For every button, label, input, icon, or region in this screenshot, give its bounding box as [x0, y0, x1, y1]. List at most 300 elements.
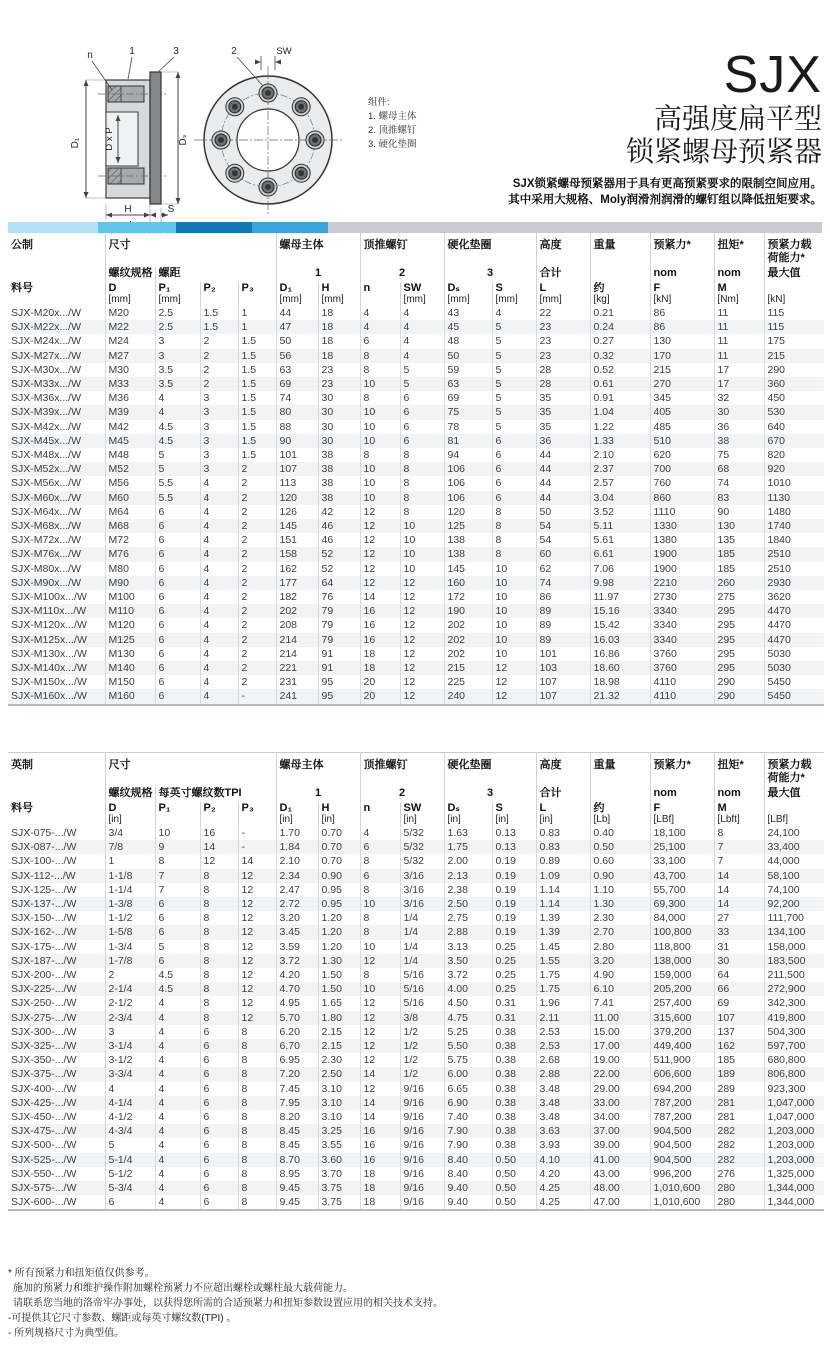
- value-cell: 89: [536, 633, 590, 647]
- value-cell: 8: [200, 954, 238, 968]
- value-cell: 2-1/2: [105, 996, 155, 1010]
- value-cell: 6: [155, 590, 200, 604]
- value-cell: 3.10: [318, 1082, 360, 1096]
- value-cell: 360: [764, 377, 824, 391]
- value-cell: 4: [155, 1025, 200, 1039]
- value-cell: 12: [360, 1082, 400, 1096]
- value-cell: 8: [360, 349, 400, 363]
- value-cell: 30: [318, 391, 360, 405]
- value-cell: 37.00: [590, 1124, 650, 1138]
- group-torque: 扭矩*: [714, 753, 764, 788]
- group-dimensions: 尺寸: [105, 233, 276, 267]
- value-cell: 4: [200, 633, 238, 647]
- corner-label: 公制: [11, 239, 33, 251]
- value-cell: 2.47: [276, 883, 318, 897]
- accent-bar-segment: [8, 222, 98, 233]
- value-cell: 1110: [650, 505, 714, 519]
- value-cell: 8: [492, 533, 536, 547]
- value-cell: 231: [276, 675, 318, 689]
- sub-capacity-max: 最大值: [764, 787, 824, 802]
- value-cell: 4: [400, 334, 444, 348]
- table-row: [8, 911, 824, 925]
- value-cell: 2.50: [318, 1067, 360, 1081]
- value-cell: 100,800: [650, 925, 714, 939]
- value-cell: 58,100: [764, 869, 824, 883]
- value-cell: 7.90: [444, 1138, 492, 1152]
- value-cell: 282: [714, 1138, 764, 1152]
- value-cell: 107: [276, 462, 318, 476]
- table-row: [8, 633, 824, 647]
- value-cell: 1-1/2: [105, 911, 155, 925]
- value-cell: 17: [714, 377, 764, 391]
- value-cell: M45: [105, 434, 155, 448]
- imperial-table: [8, 752, 824, 1211]
- value-cell: 4.10: [536, 1153, 590, 1167]
- part-number-cell: SJX-M72x.../W: [11, 534, 82, 547]
- value-cell: 56: [276, 349, 318, 363]
- value-cell: 1.22: [590, 420, 650, 434]
- value-cell: 240: [444, 689, 492, 704]
- value-cell: 1/2: [400, 1025, 444, 1039]
- value-cell: 21.32: [590, 689, 650, 704]
- value-cell: 55,700: [650, 883, 714, 897]
- product-subtitle-1: 高强度扁平型: [653, 103, 822, 134]
- value-cell: 276: [714, 1167, 764, 1181]
- value-cell: 5/32: [400, 854, 444, 868]
- value-cell: 3.70: [318, 1167, 360, 1181]
- value-cell: 1-1/4: [105, 883, 155, 897]
- value-cell: 22.00: [590, 1067, 650, 1081]
- value-cell: 530: [764, 405, 824, 419]
- value-cell: 9/16: [400, 1082, 444, 1096]
- value-cell: 5: [492, 391, 536, 405]
- group-capacity: 预紧力载荷能力*: [764, 753, 824, 788]
- value-cell: 63: [276, 363, 318, 377]
- value-cell: 158,000: [764, 940, 824, 954]
- value-cell: 125: [444, 519, 492, 533]
- column-symbol-header: D [in]: [105, 802, 155, 826]
- table-row: [8, 647, 824, 661]
- group-nut-body: 螺母主体: [276, 753, 360, 788]
- value-cell: 8.45: [276, 1124, 318, 1138]
- value-cell: 405: [650, 405, 714, 419]
- value-cell: 0.21: [590, 306, 650, 320]
- value-cell: 3/8: [400, 1011, 444, 1025]
- value-cell: 3.20: [590, 954, 650, 968]
- group-dimensions: 尺寸: [105, 753, 276, 788]
- value-cell: 1/4: [400, 954, 444, 968]
- value-cell: 290: [764, 363, 824, 377]
- legend-item-1: 1. 螺母主体: [368, 111, 417, 122]
- value-cell: 3-1/2: [105, 1053, 155, 1067]
- value-cell: 4470: [764, 633, 824, 647]
- value-cell: 95: [318, 689, 360, 704]
- value-cell: M60: [105, 491, 155, 505]
- table-row: [8, 505, 824, 519]
- table-row: [8, 1153, 824, 1167]
- value-cell: 30: [318, 434, 360, 448]
- column-symbol-header: D₁ [mm]: [276, 282, 318, 306]
- value-cell: 45: [444, 320, 492, 334]
- value-cell: 6.90: [444, 1096, 492, 1110]
- value-cell: 138,000: [650, 954, 714, 968]
- value-cell: 4: [200, 576, 238, 590]
- value-cell: 31: [714, 940, 764, 954]
- part-number-cell: SJX-M76x.../W: [11, 548, 82, 561]
- part-number-header: 料号: [11, 802, 33, 814]
- value-cell: 8: [360, 925, 400, 939]
- table-row: [8, 1138, 824, 1152]
- value-cell: 202: [444, 618, 492, 632]
- value-cell: 12: [238, 911, 276, 925]
- table-row: [8, 661, 824, 675]
- value-cell: 189: [714, 1067, 764, 1081]
- value-cell: 5: [105, 1138, 155, 1152]
- value-cell: 19.00: [590, 1053, 650, 1067]
- value-cell: 6: [155, 618, 200, 632]
- metric-table: [8, 233, 824, 706]
- value-cell: 9/16: [400, 1138, 444, 1152]
- value-cell: 3: [155, 349, 200, 363]
- table-row: [8, 547, 824, 561]
- value-cell: 0.50: [492, 1153, 536, 1167]
- value-cell: 4: [155, 1053, 200, 1067]
- value-cell: 3/16: [400, 883, 444, 897]
- value-cell: 5: [400, 377, 444, 391]
- value-cell: 50: [276, 334, 318, 348]
- value-cell: 1/2: [400, 1053, 444, 1067]
- value-cell: 6: [492, 491, 536, 505]
- value-cell: 12: [360, 996, 400, 1010]
- table-row: [8, 306, 824, 320]
- value-cell: 50: [444, 349, 492, 363]
- value-cell: M42: [105, 420, 155, 434]
- value-cell: 185: [714, 562, 764, 576]
- value-cell: 5: [492, 334, 536, 348]
- value-cell: 4110: [650, 689, 714, 704]
- value-cell: -: [238, 840, 276, 854]
- value-cell: 5450: [764, 689, 824, 704]
- table-row: [8, 519, 824, 533]
- value-cell: 1900: [650, 547, 714, 561]
- value-cell: 6: [155, 661, 200, 675]
- value-cell: 2.13: [444, 869, 492, 883]
- value-cell: 1,203,000: [764, 1124, 824, 1138]
- value-cell: 3: [200, 448, 238, 462]
- value-cell: M110: [105, 604, 155, 618]
- value-cell: 18: [318, 320, 360, 334]
- value-cell: 1330: [650, 519, 714, 533]
- value-cell: 4: [155, 1011, 200, 1025]
- value-cell: 6.65: [444, 1082, 492, 1096]
- value-cell: 8: [714, 826, 764, 840]
- part-number-cell: SJX-500-.../W: [11, 1139, 77, 1152]
- value-cell: 11: [714, 320, 764, 334]
- value-cell: 18,100: [650, 826, 714, 840]
- value-cell: 24,100: [764, 826, 824, 840]
- value-cell: 215: [764, 349, 824, 363]
- column-symbol-header: P₂: [200, 282, 238, 306]
- value-cell: 60: [536, 547, 590, 561]
- value-cell: 16.03: [590, 633, 650, 647]
- value-cell: 1.14: [536, 883, 590, 897]
- value-cell: 2: [238, 604, 276, 618]
- value-cell: 113: [276, 476, 318, 490]
- value-cell: 35: [536, 405, 590, 419]
- value-cell: 225: [444, 675, 492, 689]
- value-cell: M27: [105, 349, 155, 363]
- group-capacity: 预紧力载荷能力*: [764, 233, 824, 267]
- value-cell: 1.65: [318, 996, 360, 1010]
- value-cell: M90: [105, 576, 155, 590]
- value-cell: 1.14: [536, 897, 590, 911]
- value-cell: 10: [492, 618, 536, 632]
- value-cell: 182: [276, 590, 318, 604]
- part-number-cell: SJX-150-.../W: [11, 912, 77, 925]
- value-cell: 44: [536, 476, 590, 490]
- value-cell: 2.15: [318, 1025, 360, 1039]
- value-cell: 2: [200, 377, 238, 391]
- part-number-cell: SJX-425-.../W: [11, 1096, 77, 1109]
- value-cell: 2: [105, 968, 155, 982]
- value-cell: 2.57: [590, 476, 650, 490]
- product-desc-line-1: SJX锁紧螺母预紧器用于具有更高预紧要求的限制空间应用。: [512, 178, 822, 190]
- group-preload: 预紧力*: [650, 233, 714, 267]
- value-cell: 101: [276, 448, 318, 462]
- value-cell: 12: [400, 618, 444, 632]
- value-cell: 6.70: [276, 1039, 318, 1053]
- value-cell: 2.15: [318, 1039, 360, 1053]
- nut-drawing-svg: [28, 18, 588, 243]
- value-cell: 3760: [650, 647, 714, 661]
- column-symbol-header: P₁ [mm]: [155, 282, 200, 306]
- value-cell: 419,800: [764, 1011, 824, 1025]
- value-cell: 162: [714, 1039, 764, 1053]
- value-cell: 6: [105, 1195, 155, 1210]
- value-cell: 5: [492, 363, 536, 377]
- value-cell: 10: [360, 434, 400, 448]
- value-cell: 47: [276, 320, 318, 334]
- part-number-cell: SJX-225-.../W: [11, 983, 77, 996]
- value-cell: 0.38: [492, 1067, 536, 1081]
- value-cell: 3.48: [536, 1096, 590, 1110]
- value-cell: 1.5: [238, 405, 276, 419]
- value-cell: 6.00: [444, 1067, 492, 1081]
- value-cell: 8.40: [444, 1167, 492, 1181]
- value-cell: 92,200: [764, 897, 824, 911]
- column-symbol-header: F [LBf]: [650, 802, 714, 826]
- value-cell: 1.75: [536, 982, 590, 996]
- value-cell: 2.72: [276, 897, 318, 911]
- part-number-cell: SJX-137-.../W: [11, 898, 77, 911]
- value-cell: 3.48: [536, 1082, 590, 1096]
- table-row: [8, 1039, 824, 1053]
- value-cell: 6: [360, 334, 400, 348]
- value-cell: 2.00: [444, 854, 492, 868]
- value-cell: 4: [155, 1195, 200, 1210]
- value-cell: 78: [444, 420, 492, 434]
- part-number-cell: SJX-M45x.../W: [11, 434, 82, 447]
- value-cell: 1840: [764, 533, 824, 547]
- value-cell: 30: [714, 954, 764, 968]
- value-cell: 138: [444, 533, 492, 547]
- part-number-cell: SJX-350-.../W: [11, 1054, 77, 1067]
- sub-screw-number: 2: [360, 267, 444, 282]
- callout-2: 2: [231, 46, 237, 57]
- value-cell: 1/4: [400, 940, 444, 954]
- value-cell: 8: [238, 1039, 276, 1053]
- column-symbol-header: P₃: [238, 282, 276, 306]
- value-cell: 0.13: [492, 840, 536, 854]
- value-cell: 6: [360, 840, 400, 854]
- value-cell: 214: [276, 647, 318, 661]
- value-cell: 12: [400, 633, 444, 647]
- value-cell: 7: [155, 883, 200, 897]
- value-cell: 12: [492, 661, 536, 675]
- value-cell: 9/16: [400, 1124, 444, 1138]
- value-cell: 3.63: [536, 1124, 590, 1138]
- value-cell: 2.53: [536, 1039, 590, 1053]
- value-cell: 10: [360, 462, 400, 476]
- value-cell: 14: [360, 1110, 400, 1124]
- value-cell: 16: [200, 826, 238, 840]
- value-cell: 10: [400, 562, 444, 576]
- value-cell: 12: [360, 562, 400, 576]
- accent-bar-segment: [328, 222, 822, 233]
- table-row: [8, 448, 824, 462]
- value-cell: 2: [238, 576, 276, 590]
- value-cell: 8: [200, 982, 238, 996]
- dim-dxp-label: D x P: [104, 127, 115, 151]
- part-number-cell: SJX-M80x.../W: [11, 562, 82, 575]
- part-number-cell: SJX-450-.../W: [11, 1111, 77, 1124]
- value-cell: 8: [360, 883, 400, 897]
- value-cell: 38: [714, 434, 764, 448]
- value-cell: 0.27: [590, 334, 650, 348]
- value-cell: 1.50: [318, 968, 360, 982]
- metric-table-header: [8, 233, 824, 306]
- value-cell: 14: [714, 883, 764, 897]
- sub-screw-number: 2: [360, 787, 444, 802]
- value-cell: 118,800: [650, 940, 714, 954]
- value-cell: 1,203,000: [764, 1138, 824, 1152]
- value-cell: 1.20: [318, 925, 360, 939]
- value-cell: 29.00: [590, 1082, 650, 1096]
- value-cell: M33: [105, 377, 155, 391]
- value-cell: 4: [360, 320, 400, 334]
- value-cell: 11: [714, 306, 764, 320]
- value-cell: 5: [155, 462, 200, 476]
- value-cell: M100: [105, 590, 155, 604]
- column-symbol-header: S [in]: [492, 802, 536, 826]
- value-cell: 9: [155, 840, 200, 854]
- value-cell: 3.45: [276, 925, 318, 939]
- value-cell: 4: [200, 647, 238, 661]
- value-cell: 1-5/8: [105, 925, 155, 939]
- value-cell: 1/2: [400, 1067, 444, 1081]
- value-cell: 2.68: [536, 1053, 590, 1067]
- column-symbol-header: M [Nm]: [714, 282, 764, 306]
- value-cell: 8: [238, 1096, 276, 1110]
- value-cell: 2: [200, 349, 238, 363]
- value-cell: 1.80: [318, 1011, 360, 1025]
- value-cell: 46: [318, 533, 360, 547]
- value-cell: 214: [276, 633, 318, 647]
- table-row: [8, 420, 824, 434]
- value-cell: 4: [155, 1167, 200, 1181]
- value-cell: 94: [444, 448, 492, 462]
- value-cell: 18: [318, 334, 360, 348]
- value-cell: 4.90: [590, 968, 650, 982]
- value-cell: 34.00: [590, 1110, 650, 1124]
- value-cell: 12: [238, 982, 276, 996]
- value-cell: 0.89: [536, 854, 590, 868]
- value-cell: 211,500: [764, 968, 824, 982]
- value-cell: 1/2: [400, 1039, 444, 1053]
- value-cell: 6: [400, 391, 444, 405]
- value-cell: 0.13: [492, 826, 536, 840]
- value-cell: 80: [276, 405, 318, 419]
- value-cell: 1.5: [238, 448, 276, 462]
- value-cell: 1.20: [318, 940, 360, 954]
- value-cell: 280: [714, 1181, 764, 1195]
- part-number-cell: SJX-M42x.../W: [11, 420, 82, 433]
- table-row: [8, 1011, 824, 1025]
- value-cell: 3.13: [444, 940, 492, 954]
- value-cell: 185: [714, 1053, 764, 1067]
- value-cell: 10: [360, 405, 400, 419]
- value-cell: 1-3/8: [105, 897, 155, 911]
- value-cell: 126: [276, 505, 318, 519]
- value-cell: M76: [105, 547, 155, 561]
- sub-capacity-max: 最大值: [764, 267, 824, 282]
- footnote-line: * 所有预紧力和扭矩值仅供参考。: [8, 1268, 155, 1279]
- value-cell: 10: [360, 982, 400, 996]
- value-cell: 12: [360, 547, 400, 561]
- value-cell: 1: [238, 320, 276, 334]
- value-cell: 177: [276, 576, 318, 590]
- value-cell: 1.5: [200, 306, 238, 320]
- value-cell: 14: [360, 1096, 400, 1110]
- table-row: [8, 675, 824, 689]
- value-cell: 83: [714, 491, 764, 505]
- value-cell: 315,600: [650, 1011, 714, 1025]
- value-cell: 0.19: [492, 925, 536, 939]
- value-cell: 86: [536, 590, 590, 604]
- value-cell: 14: [360, 1067, 400, 1081]
- value-cell: 3.52: [590, 505, 650, 519]
- value-cell: 106: [444, 462, 492, 476]
- part-number-cell: SJX-M22x.../W: [11, 321, 82, 334]
- table-row: [8, 1181, 824, 1195]
- footnote-line: 请联系您当地的洛帝牢办事处，以获得您所需的合适预紧力和扭矩参数设置应用的相关技术支持。: [13, 1298, 443, 1309]
- value-cell: 6: [155, 505, 200, 519]
- value-cell: 0.70: [318, 826, 360, 840]
- value-cell: 12: [400, 661, 444, 675]
- value-cell: 44,000: [764, 854, 824, 868]
- value-cell: 0.38: [492, 1096, 536, 1110]
- value-cell: 115: [764, 306, 824, 320]
- value-cell: 8: [238, 1025, 276, 1039]
- accent-bar: [8, 222, 822, 233]
- value-cell: 0.19: [492, 883, 536, 897]
- value-cell: 69: [276, 377, 318, 391]
- part-number-cell: SJX-075-.../W: [11, 827, 77, 839]
- value-cell: 103: [536, 661, 590, 675]
- value-cell: 6: [200, 1082, 238, 1096]
- table-row: [8, 883, 824, 897]
- value-cell: 8: [200, 940, 238, 954]
